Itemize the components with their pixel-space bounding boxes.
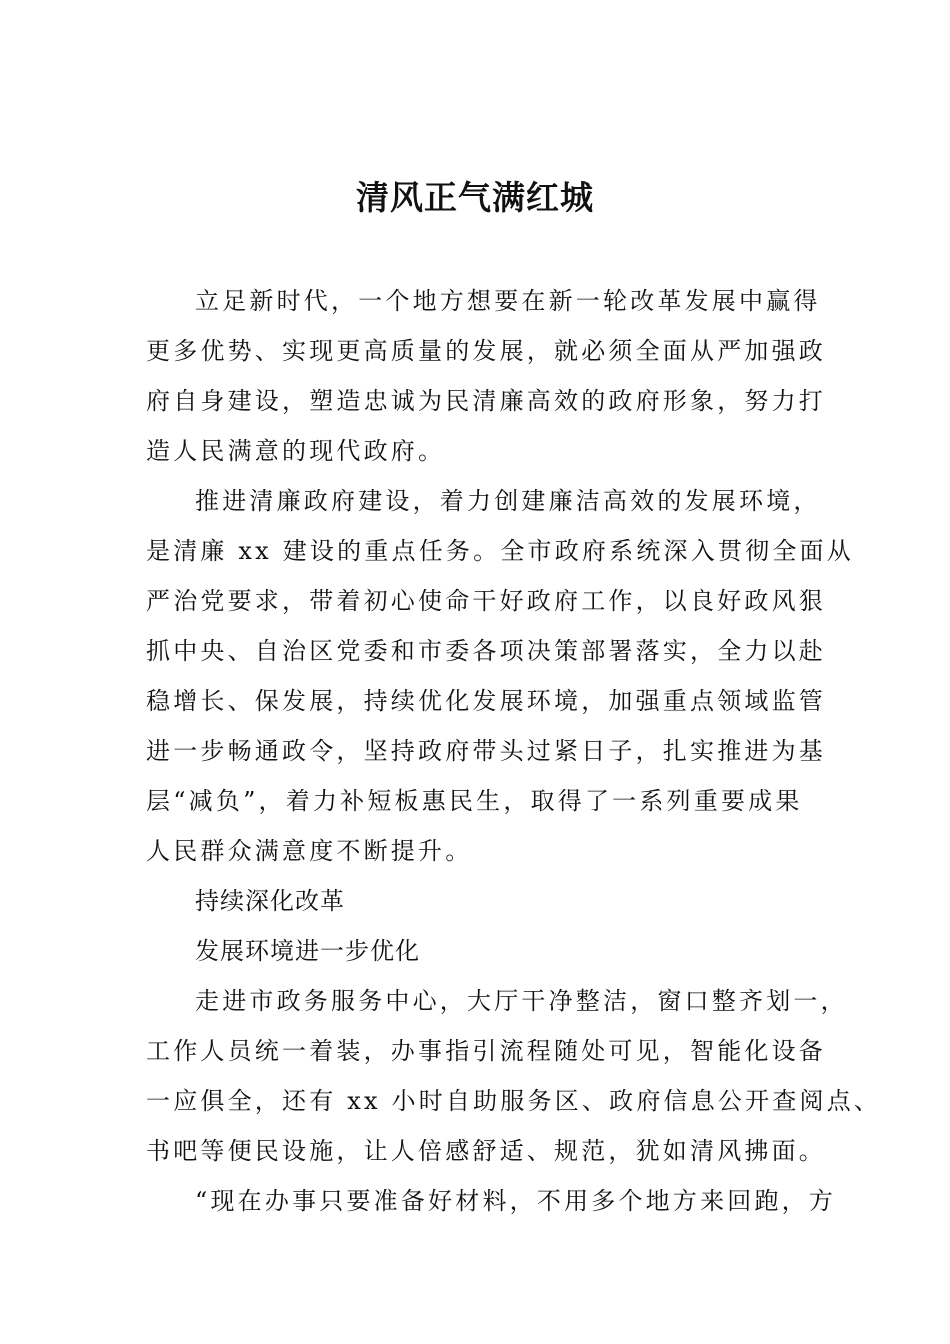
paragraph-line: 走进市政务服务中心，大厅干净整洁，窗口整齐划一， [195,987,848,1015]
paragraph-line: 人民群众满意度不断提升。 [146,837,473,865]
paragraph-line: 层“减负”，着力补短板惠民生，取得了一系列重要成果 [146,787,803,815]
paragraph-1 [146,276,826,476]
paragraph-line: 严治党要求，带着初心使命干好政府工作，以良好政风狠 [146,587,826,615]
paragraph-line: 进一步畅通政令，坚持政府带头过紧日子，扎实推进为基 [146,737,826,765]
section-heading-2: 发展环境进一步优化 [195,937,420,965]
paragraph-2 [146,476,854,876]
document-body [146,276,882,1226]
paragraph-line: 更多优势、实现更高质量的发展，就必须全面从严加强政 [146,337,826,365]
paragraph-line: 推进清廉政府建设，着力创建廉洁高效的发展环境， [195,487,821,515]
paragraph-4 [146,1176,837,1226]
section-heading-1: 持续深化改革 [195,887,345,915]
paragraph-line: 书吧等便民设施，让人倍感舒适、规范，犹如清风拂面。 [146,1137,826,1165]
paragraph-line: 是清廉 xx 建设的重点任务。全市政府系统深入贯彻全面从 [146,537,854,565]
paragraph-line: 一应俱全，还有 xx 小时自助服务区、政府信息公开查阅点、 [146,1087,882,1115]
paragraph-line: 造人民满意的现代政府。 [146,437,446,465]
document-title: 清风正气满红城 [356,178,594,217]
paragraph-line: “现在办事只要准备好材料，不用多个地方来回跑，方 [195,1187,837,1215]
paragraph-line: 府自身建设，塑造忠诚为民清廉高效的政府形象，努力打 [146,387,826,415]
paragraph-line: 稳增长、保发展，持续优化发展环境，加强重点领域监管 [146,687,826,715]
paragraph-line: 立足新时代，一个地方想要在新一轮改革发展中赢得 [195,287,821,315]
paragraph-line: 抓中央、自治区党委和市委各项决策部署落实，全力以赴 [146,637,826,665]
paragraph-3 [146,976,882,1176]
paragraph-line: 工作人员统一着装，办事指引流程随处可见，智能化设备 [146,1037,826,1065]
